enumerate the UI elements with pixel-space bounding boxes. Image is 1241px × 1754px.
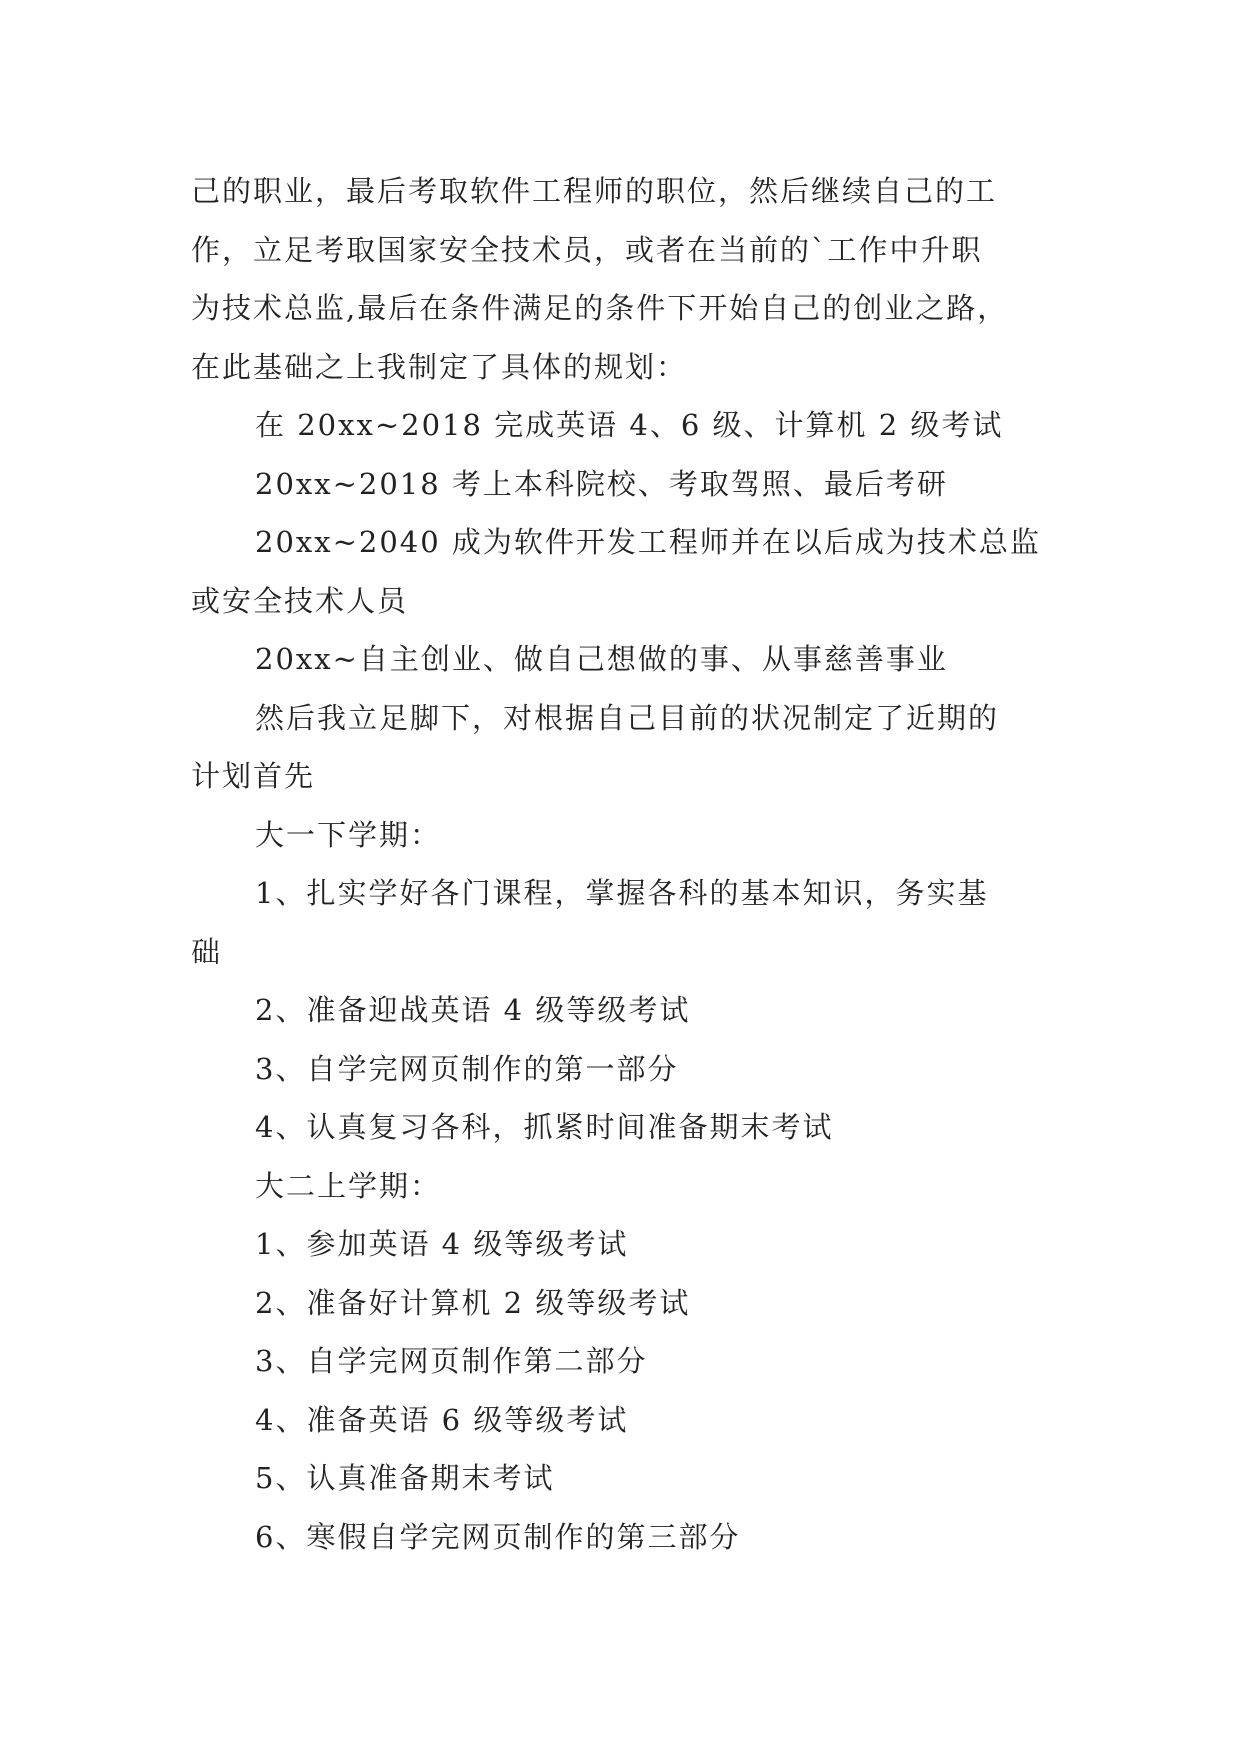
plan-item: 20xx~自主创业、做自己想做的事、从事慈善事业 (255, 642, 948, 676)
list-item: 3、自学完网页制作第二部分 (255, 1344, 648, 1378)
text-line: 在此基础之上我制定了具体的规划： (191, 349, 688, 384)
list-item: 5、认真准备期末考试 (255, 1461, 555, 1495)
plan-item: 20xx~2040 成为软件开发工程师并在以后成为技术总监 (255, 525, 1041, 559)
text-line: 或安全技术人员 (191, 583, 409, 618)
text-line: 为技术总监,最后在条件满足的条件下开始自己的创业之路， (191, 291, 1009, 325)
list-item: 2、准备迎战英语 4 级等级考试 (255, 993, 691, 1027)
list-item: 3、自学完网页制作的第一部分 (255, 1051, 679, 1086)
list-item: 2、准备好计算机 2 级等级考试 (255, 1285, 691, 1320)
list-item: 1、参加英语 4 级等级考试 (255, 1227, 629, 1261)
plan-item: 20xx~2018 考上本科院校、考取驾照、最后考研 (255, 466, 948, 501)
text-line: 然后我立足脚下，对根据自己目前的状况制定了近期的 (255, 700, 1000, 735)
document-body (191, 162, 1091, 1566)
list-item: 1、扎实学好各门课程，掌握各科的基本知识，务实基 (255, 876, 989, 910)
list-item: 6、寒假自学完网页制作的第三部分 (255, 1519, 741, 1554)
text-line: 础 (191, 934, 223, 969)
plan-item: 在 20xx~2018 完成英语 4、6 级、计算机 2 级考试 (255, 408, 1004, 442)
list-item: 4、认真复习各科，抓紧时间准备期末考试 (255, 1110, 834, 1144)
section-heading: 大一下学期： (255, 817, 442, 852)
section-heading: 大二上学期： (255, 1168, 442, 1203)
list-item: 4、准备英语 6 级等级考试 (255, 1402, 629, 1437)
text-line: 计划首先 (191, 759, 316, 793)
text-line: 作，立足考取国家安全技术员，或者在当前的`工作中升职 (191, 232, 983, 267)
text-line: 己的职业，最后考取软件工程师的职位，然后继续自己的工 (191, 174, 998, 208)
